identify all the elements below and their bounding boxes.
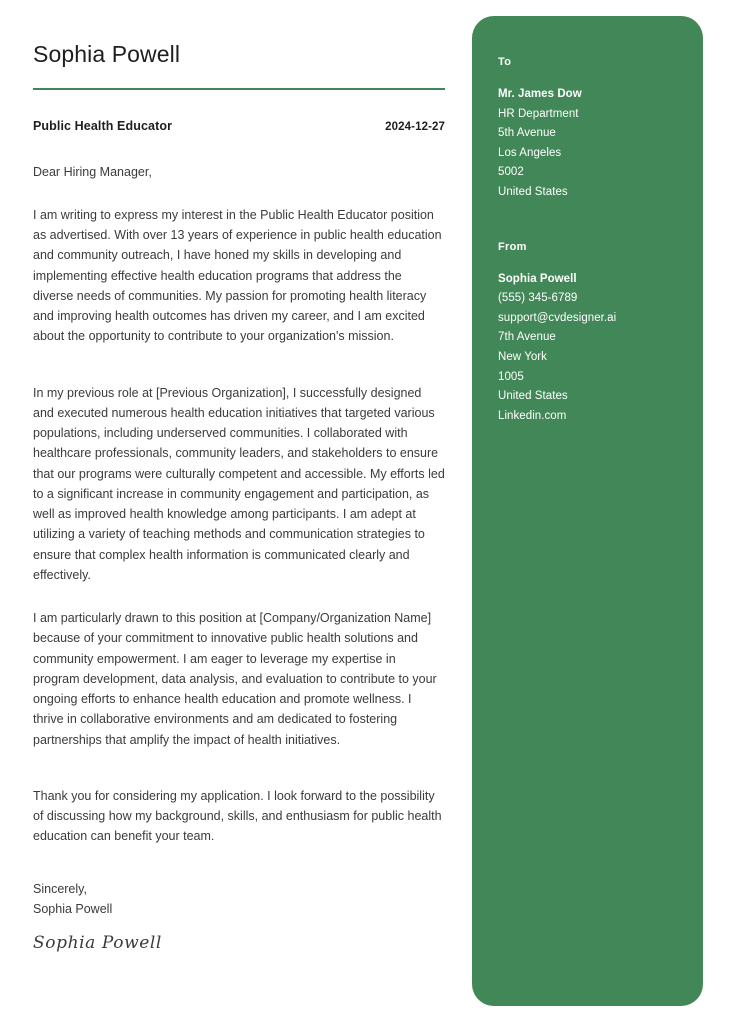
recipient-postal-code: 5002 <box>498 166 524 179</box>
recipient-street: 5th Avenue <box>498 127 556 140</box>
body-paragraph-4: Thank you for considering my application. I look forward to the possibility of discussing how my background, skills, and enthusiasm for public health education can benefit your team. <box>33 788 442 844</box>
closing-salutation: Sincerely, <box>33 881 87 896</box>
sender-city: New York <box>498 350 547 363</box>
body-paragraph-2: In my previous role at [Previous Organization], I successfully designed and executed numerous health education initiatives that targeted various populations, including underserved communities. I collaborated with healthcare professionals, community leaders, and stakeholders to ensure that our programs were culturally competent and accessible. My efforts led to a significant increase in community engagement and participation, as well as improved health knowledge among participants. I am adept at utilizing a variety of teaching methods and communication strategies to ensure that complex health information is communicated clearly and effectively. <box>33 385 445 582</box>
recipient-country: United States <box>498 185 568 198</box>
recipient-name: Mr. James Dow <box>498 88 582 100</box>
sender-street: 7th Avenue <box>498 331 556 344</box>
recipient-department: HR Department <box>498 107 579 120</box>
sender-country: United States <box>498 390 568 403</box>
contact-sidebar <box>472 16 703 1006</box>
recipient-section <box>498 56 703 203</box>
sender-section <box>498 241 703 427</box>
sender-phone[interactable]: (555) 345-6789 <box>498 292 578 305</box>
sender-email[interactable]: support@cvdesigner.ai <box>498 311 617 324</box>
letter-date: 2024-12-27 <box>385 120 445 133</box>
sender-name: Sophia Powell <box>498 272 577 285</box>
closing-name: Sophia Powell <box>33 901 113 916</box>
closing-block <box>33 879 445 920</box>
salutation: Dear Hiring Manager, <box>33 164 152 179</box>
title-date-row <box>33 119 445 133</box>
sidebar-spacer <box>498 223 703 241</box>
body-paragraph-3: I am particularly drawn to this position at [Company/Organization Name] because of your commitment to innovative public health solutions and community empowerment. I am eager to leverage my expertise in program development, data analysis, and evaluation to contribute to your ongoing efforts to enhance health education and promote wellness. I thrive in collaborative environments and am dedicated to fostering partnerships that amplify the impact of health initiatives. <box>33 611 437 747</box>
sender-postal-code: 1005 <box>498 370 524 383</box>
letter-body-column <box>33 0 445 953</box>
body-paragraph-1: I am writing to express my interest in the Public Health Educator position as advertised. With over 13 years of experience in public health education and community outreach, I have honed my skills in developing and implementing effective health education programs that address the diverse needs of communities. My passion for promoting health literacy and improving health outcomes has driven my career, and I am excited about the opportunity to contribute to your organization's mission. <box>33 207 442 344</box>
page-title: Sophia Powell <box>33 41 181 67</box>
header-divider <box>33 88 445 90</box>
recipient-heading: To <box>498 56 512 68</box>
sender-linkedin-link[interactable]: Linkedin.com <box>498 409 567 422</box>
signature: Sophia Powell <box>33 933 162 954</box>
recipient-city: Los Angeles <box>498 146 562 159</box>
sender-heading: From <box>498 240 527 253</box>
job-title: Public Health Educator <box>33 118 173 133</box>
